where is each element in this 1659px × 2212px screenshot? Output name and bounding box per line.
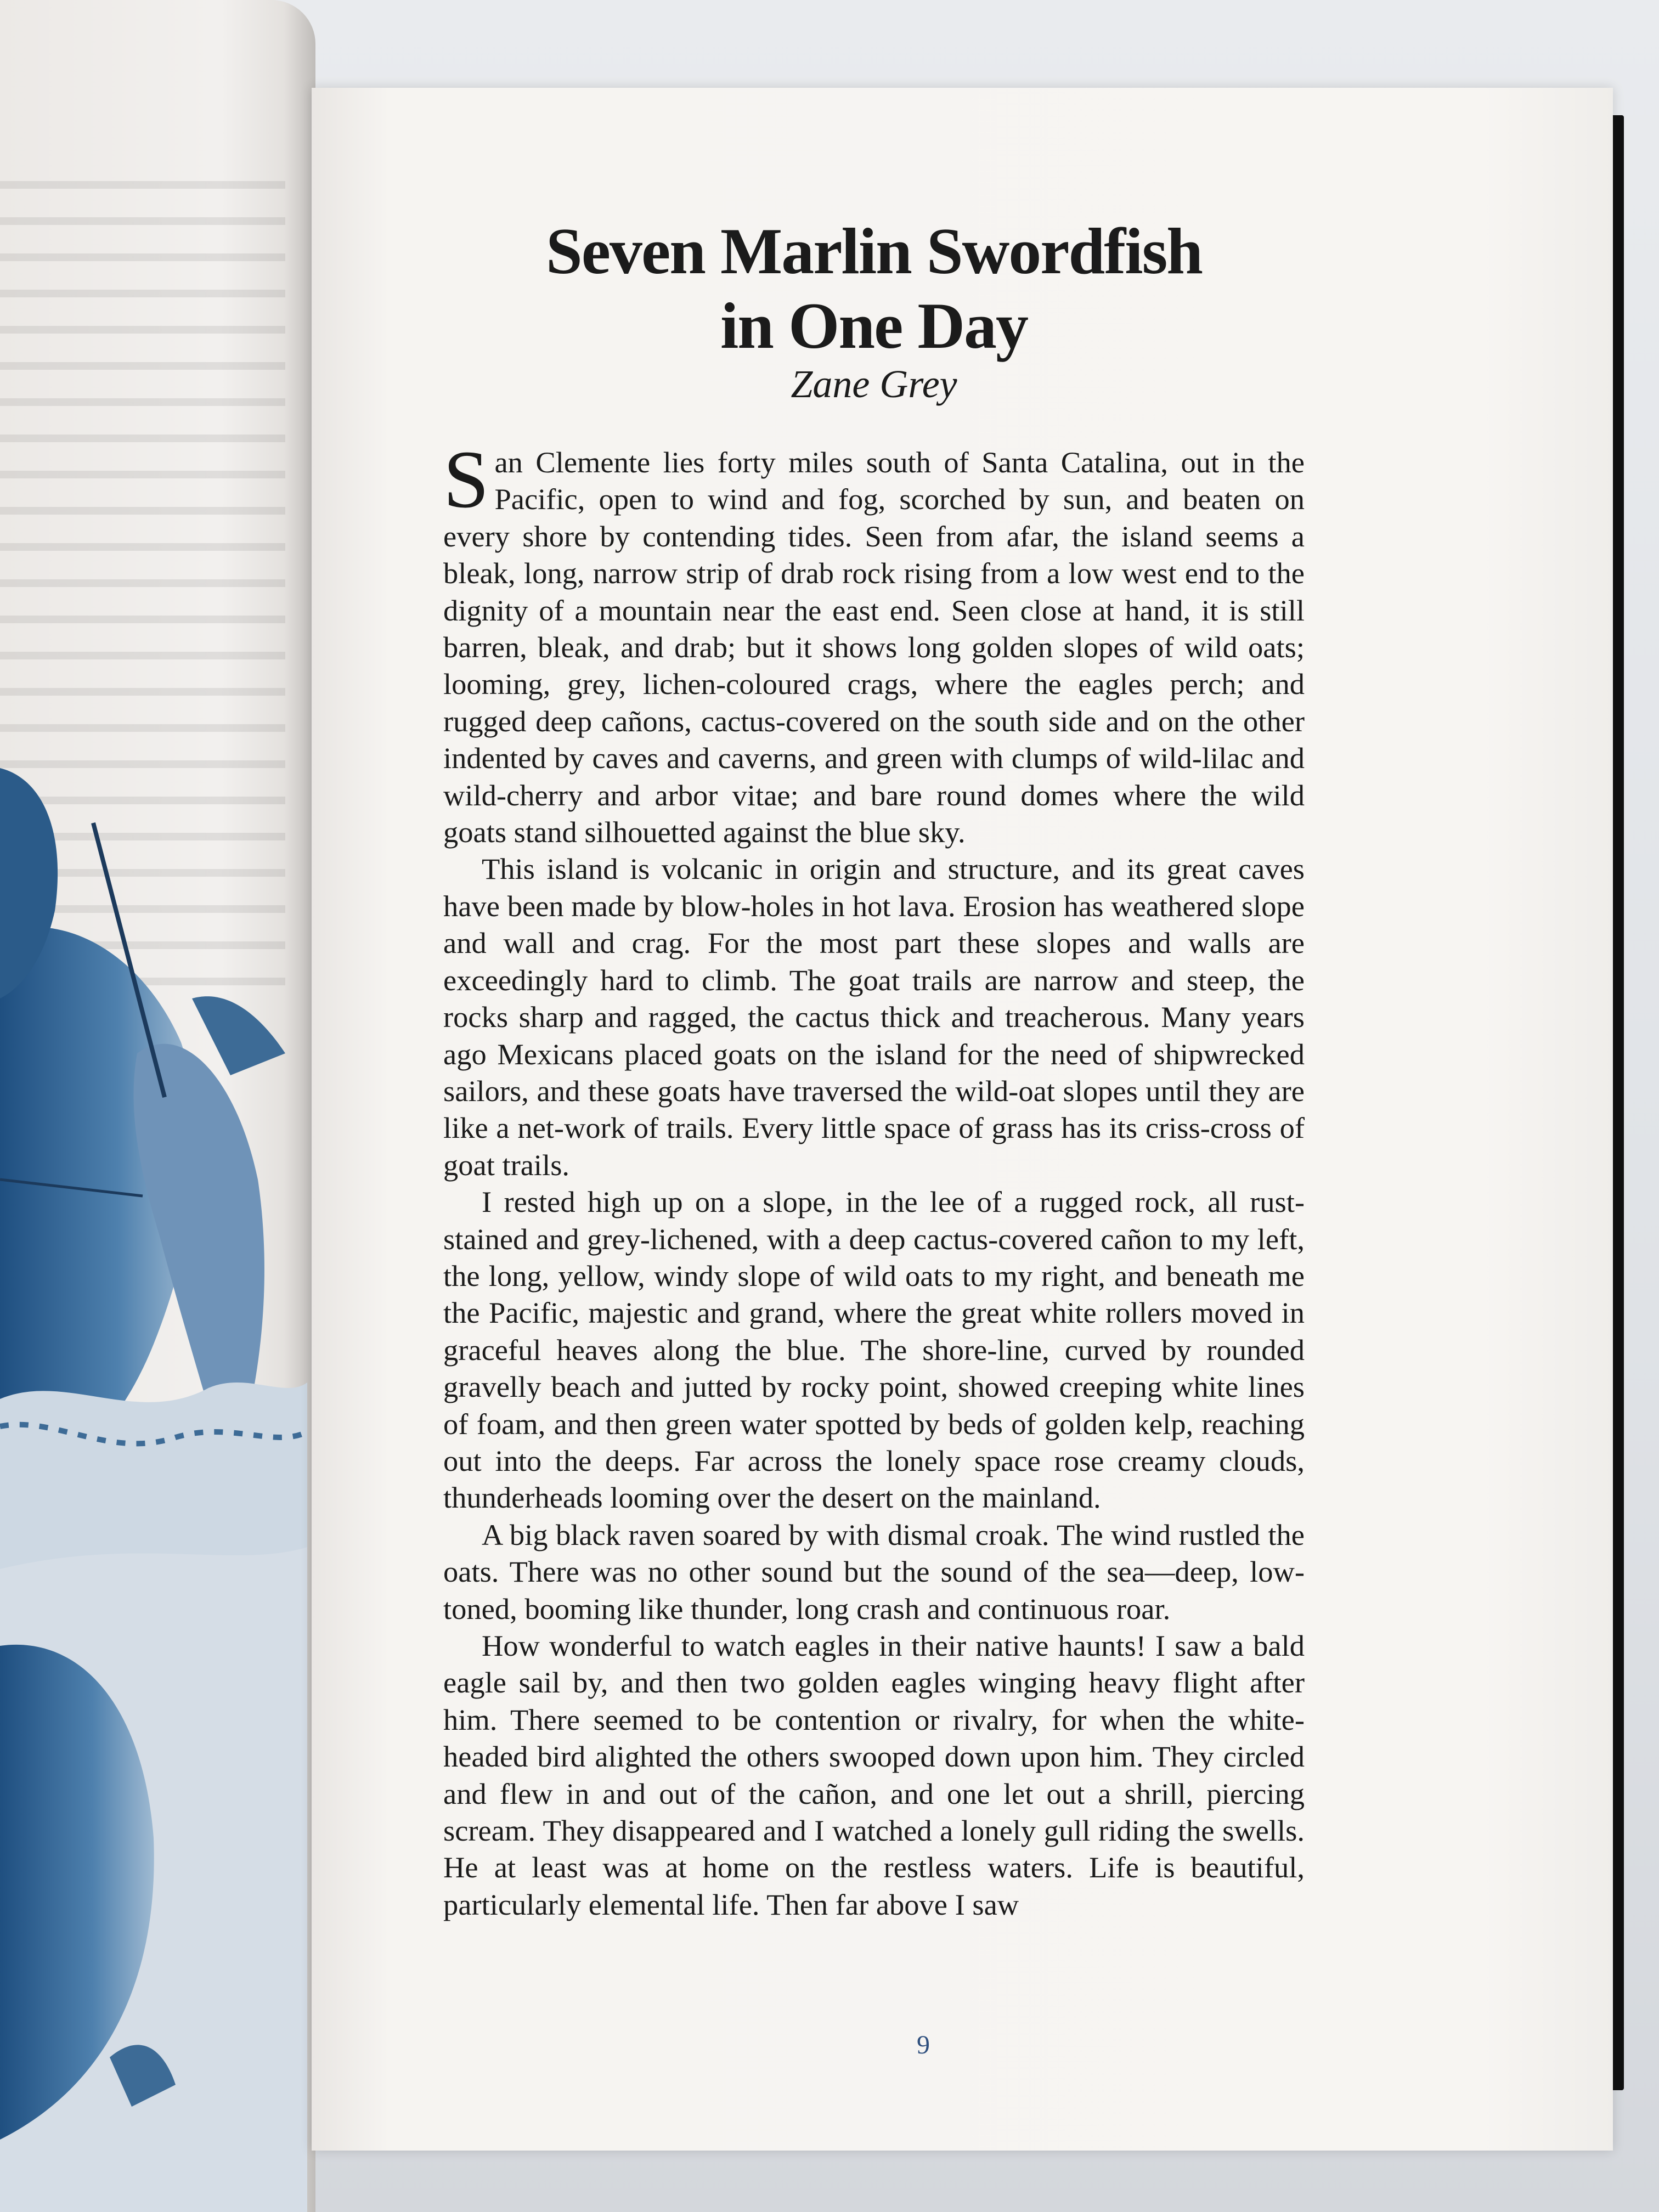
article-title xyxy=(443,214,1305,363)
paragraph-text: an Clemente lies forty miles south of Santa Catalina, out in the Pacific, open to wind and fog, scorched by sun, and beaten on every shore by contending tides. Seen from afar, the island seems a bleak, long, narrow strip of drab rock rising from a low west end to the dignity of a mountain near the east end. Seen close at hand, it is still barren, bleak, and drab; but it shows long golden slopes of wild oats; looming, grey, lichen-coloured crags, where the eagles perch; and rugged deep cañons, cactus-covered on the south side and on the other indented by caves and caverns, and green with clumps of wild-lilac and wild-cherry and arbor vitae; and bare round domes where the wild goats stand silhouetted against the blue sky. xyxy=(443,445,1305,849)
left-page xyxy=(0,0,315,2212)
title-line-1: Seven Marlin Swordfish xyxy=(545,215,1203,287)
article-body xyxy=(443,434,1305,1923)
sea-foam xyxy=(0,1383,307,1569)
marlin-fin xyxy=(192,996,285,1075)
page-number: 9 xyxy=(917,2030,930,2059)
author-name: Zane Grey xyxy=(791,362,957,406)
title-line-2: in One Day xyxy=(720,289,1028,362)
article xyxy=(443,214,1305,1923)
paragraph: A big black raven soared by with dismal croak. The wind rustled the oats. There was no other sound but the sound of the sea—deep, low-toned, booming like thunder, long crash and continuous roar. xyxy=(443,1517,1305,1626)
paragraph: This island is volcanic in origin and structure, and its great caves have been made by blow-holes in hot lava. Erosion has weathered slope and wall and crag. For the most part these slopes and walls are exceedingly hard to climb. The goat trails are narrow and steep, the rocks sharp and ragged, the cactus thick and treacherous. Many years ago Mexicans placed goats on the island for the need of shipwrecked sailors, and these goats have traversed the wild-oat slopes until they are like a net-work of trails. Every little space of grass has its criss-cross of goat trails. xyxy=(443,852,1305,1182)
paragraph: How wonderful to watch eagles in their native haunts! I saw a bald eagle sail by, and then two golden eagles winging heavy flight after him. There seemed to be contention or rivalry, for when the white-headed bird alighted the others swooped down upon him. They circled and flew in and out of the cañon, and one let out a shrill, piercing scream. They disappeared and I watched a lonely gull riding the swells. He at least was at home on the restless waters. Life is beautiful, particularly elemental life. Then far above I saw xyxy=(443,1629,1305,1921)
right-page xyxy=(312,88,1613,2151)
drop-cap: S xyxy=(443,434,489,525)
paragraph xyxy=(443,434,1305,850)
marlin-illustration xyxy=(0,603,307,2212)
paragraph: I rested high up on a slope, in the lee of a rugged rock, all rust-stained and grey-lichened, with a deep cactus-covered cañon to my left, the long, yellow, windy slope of wild oats to my right, and beneath me the Pacific, majestic and grand, where the great white rollers moved in graceful heaves along the blue. The shore-line, curved by rounded gravelly beach and jutted by rocky point, showed creeping white lines of foam, and then green water spotted by beds of golden kelp, reaching out into the deeps. Far across the lonely space rose creamy clouds, thunderheads looming over the desert on the mainland. xyxy=(443,1185,1305,1515)
